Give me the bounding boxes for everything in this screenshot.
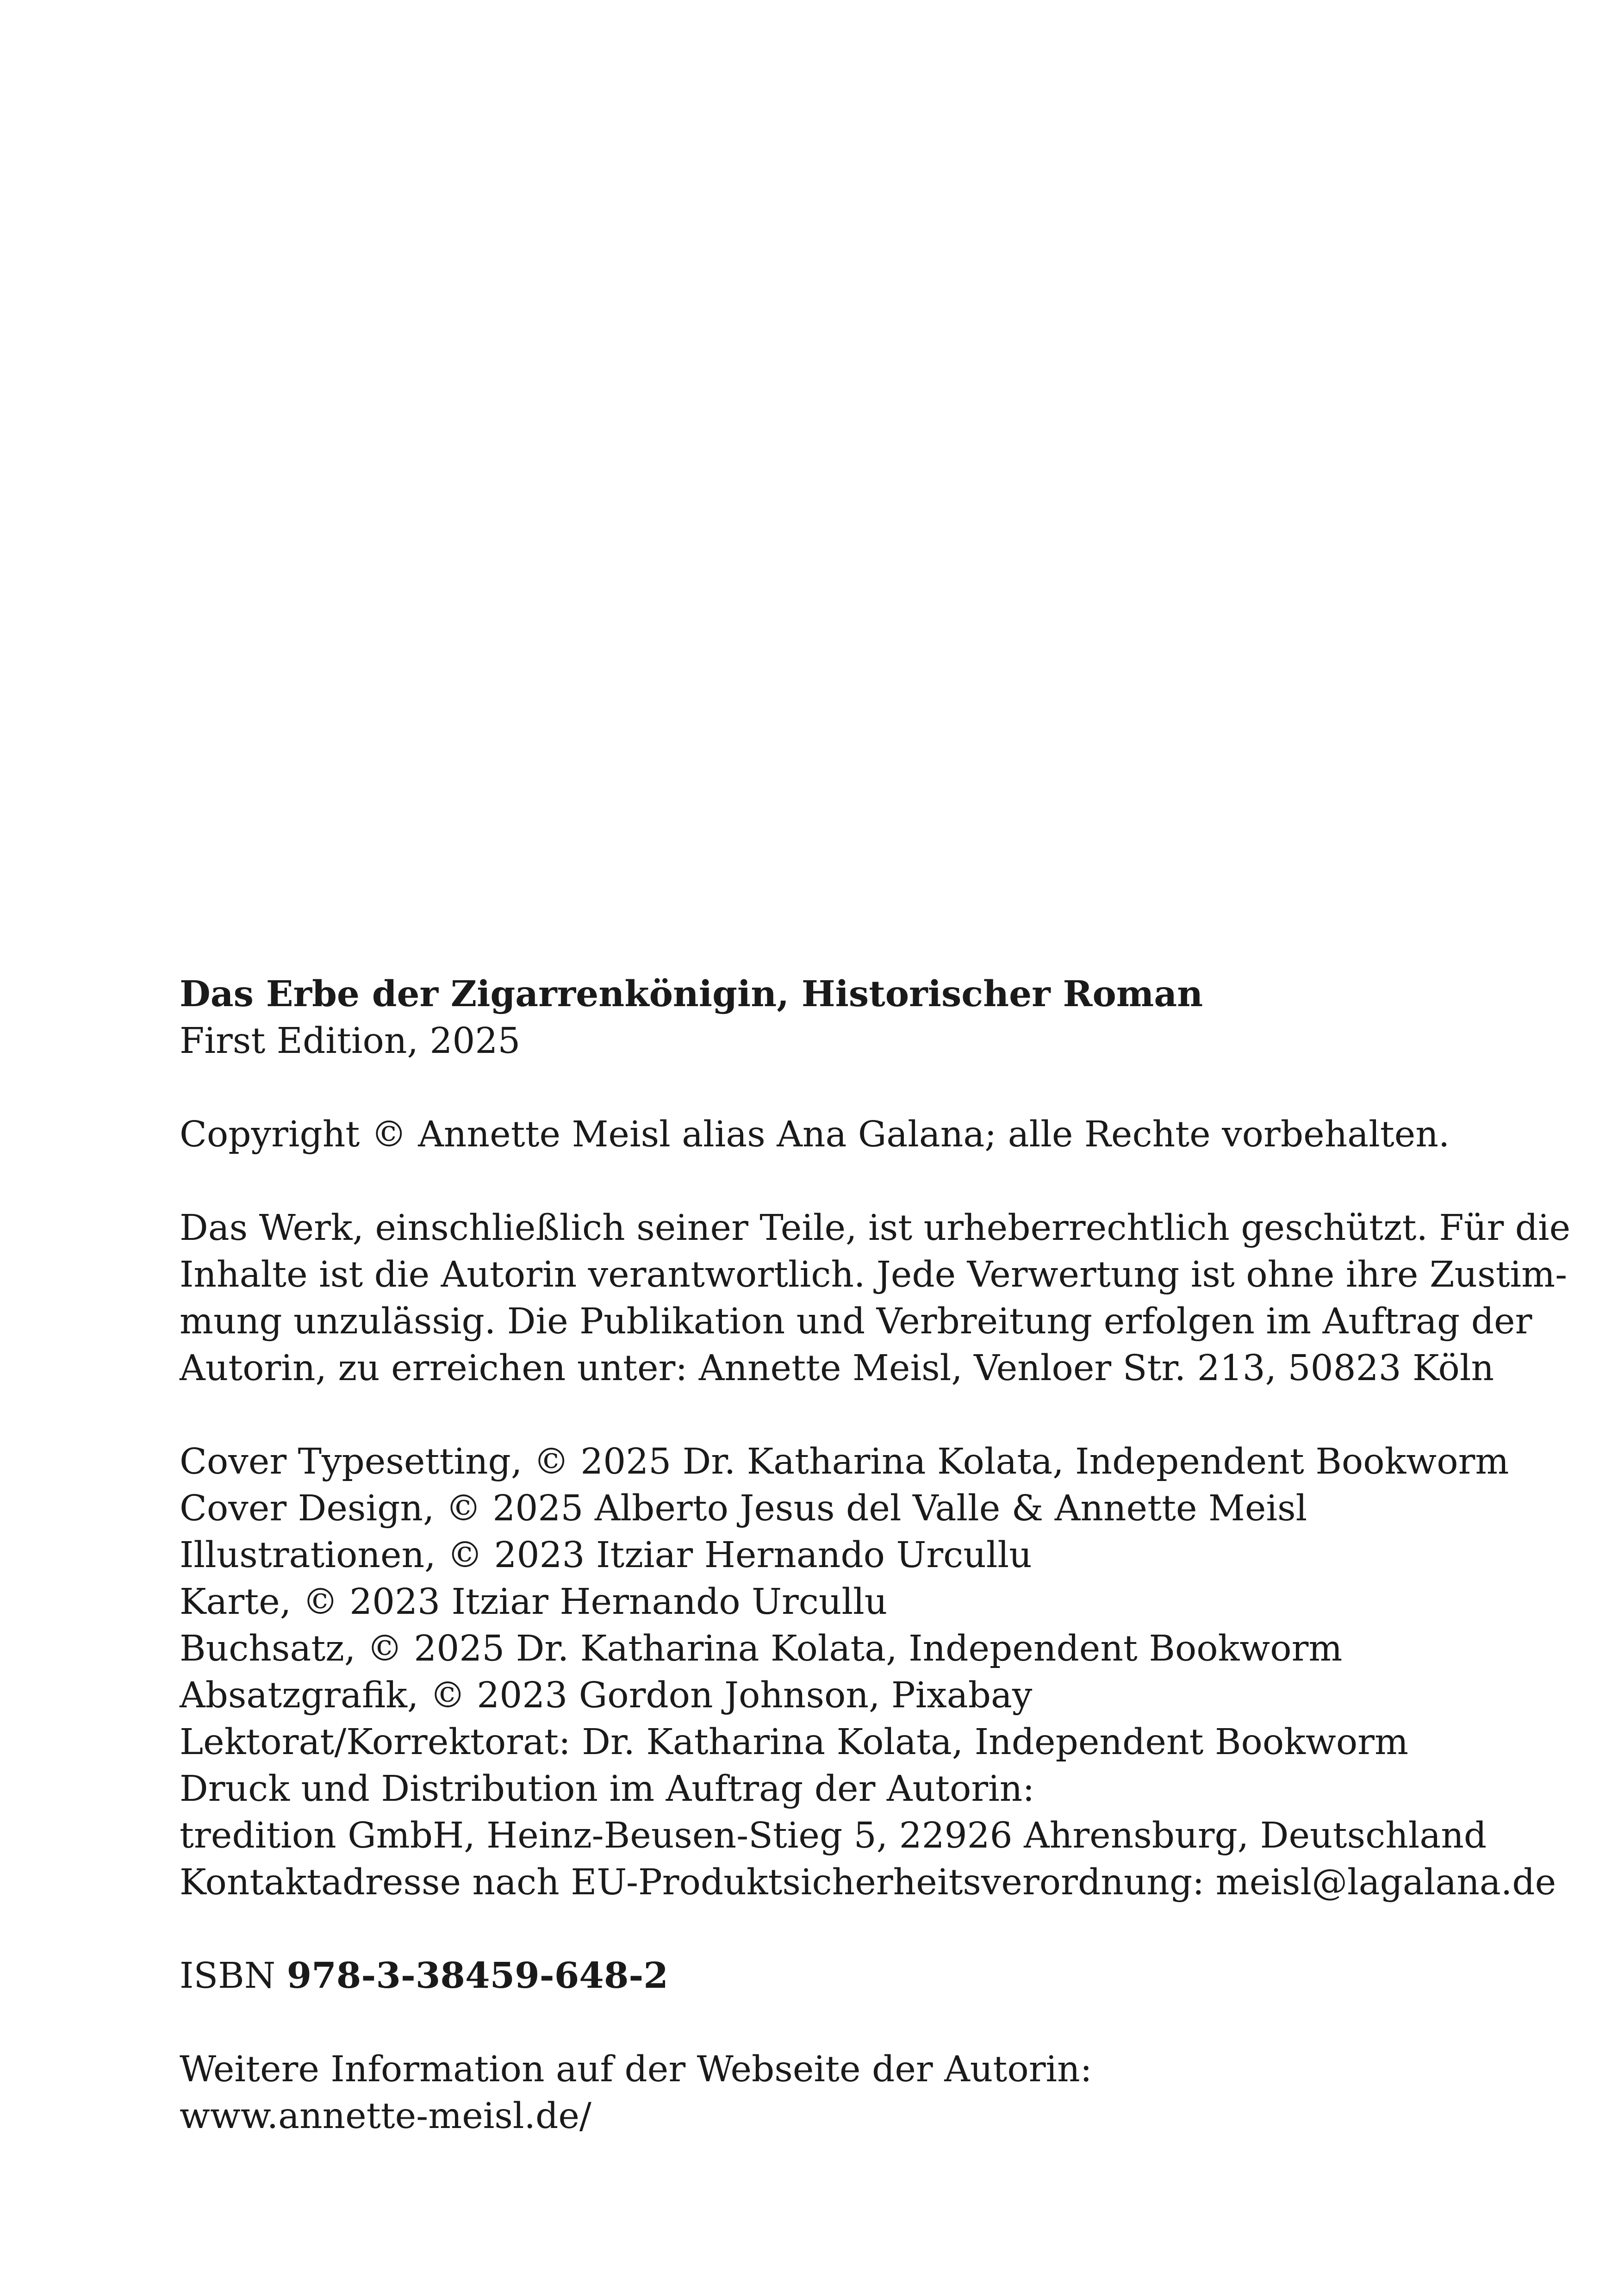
credit-cover-design: Cover Design, © 2025 Alberto Jesus del Valle & Annette Meisl: [180, 1488, 1307, 1529]
credits-list: [180, 1438, 1556, 1906]
credit-cover-typesetting: Cover Typesetting, © 2025 Dr. Katharina Kolata, Independent Bookworm: [180, 1441, 1509, 1482]
publisher-address: tredition GmbH, Heinz-Beusen-Stieg 5, 22926 Ahrensburg, Deutschland: [180, 1815, 1487, 1856]
rights-paragraph: [180, 1205, 1571, 1392]
rights-line: mung unzulässig. Die Publikation und Verbreitung erfolgen im Auftrag der: [180, 1301, 1532, 1342]
spacer: [180, 1906, 1438, 1953]
copyright-line: Copyright © Annette Meisl alias Ana Galana; alle Rechte vorbehalten.: [180, 1114, 1450, 1155]
rights-line: Inhalte ist die Autorin verantwortlich. Jede Verwertung ist ohne ihre Zustim-: [180, 1254, 1568, 1295]
book-title: Das Erbe der Zigarrenkönigin, Historischer Roman: [180, 973, 1203, 1015]
credit-map: Karte, © 2023 Itziar Hernando Urcullu: [180, 1581, 888, 1623]
website-link[interactable]: www.annette-meisl.de/: [180, 2096, 591, 2137]
rights-line: Das Werk, einschließlich seiner Teile, ist urheberrechtlich geschützt. Für die: [180, 1207, 1571, 1249]
spacer: [180, 1392, 1438, 1438]
credit-illustrations: Illustrationen, © 2023 Itziar Hernando Urcullu: [180, 1535, 1032, 1576]
credit-paragraph-graphic: Absatzgrafik, © 2023 Gordon Johnson, Pixabay: [180, 1675, 1033, 1716]
credit-typesetting: Buchsatz, © 2025 Dr. Katharina Kolata, Independent Bookworm: [180, 1628, 1343, 1669]
contact-address: Kontaktadresse nach EU-Produktsicherheitsverordnung: meisl@lagalana.de: [180, 1862, 1556, 1903]
credit-editing: Lektorat/Korrektorat: Dr. Katharina Kolata, Independent Bookworm: [180, 1722, 1408, 1763]
isbn-label: ISBN: [180, 1955, 276, 1997]
credit-printing: Druck und Distribution im Auftrag der Autorin:: [180, 1768, 1035, 1810]
spacer: [180, 1158, 1438, 1205]
rights-line: Autorin, zu erreichen unter: Annette Meisl, Venloer Str. 213, 50823 Köln: [180, 1348, 1494, 1389]
spacer: [180, 1999, 1438, 2046]
isbn-line: [180, 1953, 1438, 1999]
imprint-block: [180, 971, 1571, 2140]
edition-line: First Edition, 2025: [180, 1020, 521, 1062]
isbn-number: 978-3-38459-648-2: [286, 1955, 668, 1997]
website-intro: Weitere Information auf der Webseite der Autorin:: [180, 2049, 1092, 2090]
spacer: [180, 1064, 1438, 1111]
